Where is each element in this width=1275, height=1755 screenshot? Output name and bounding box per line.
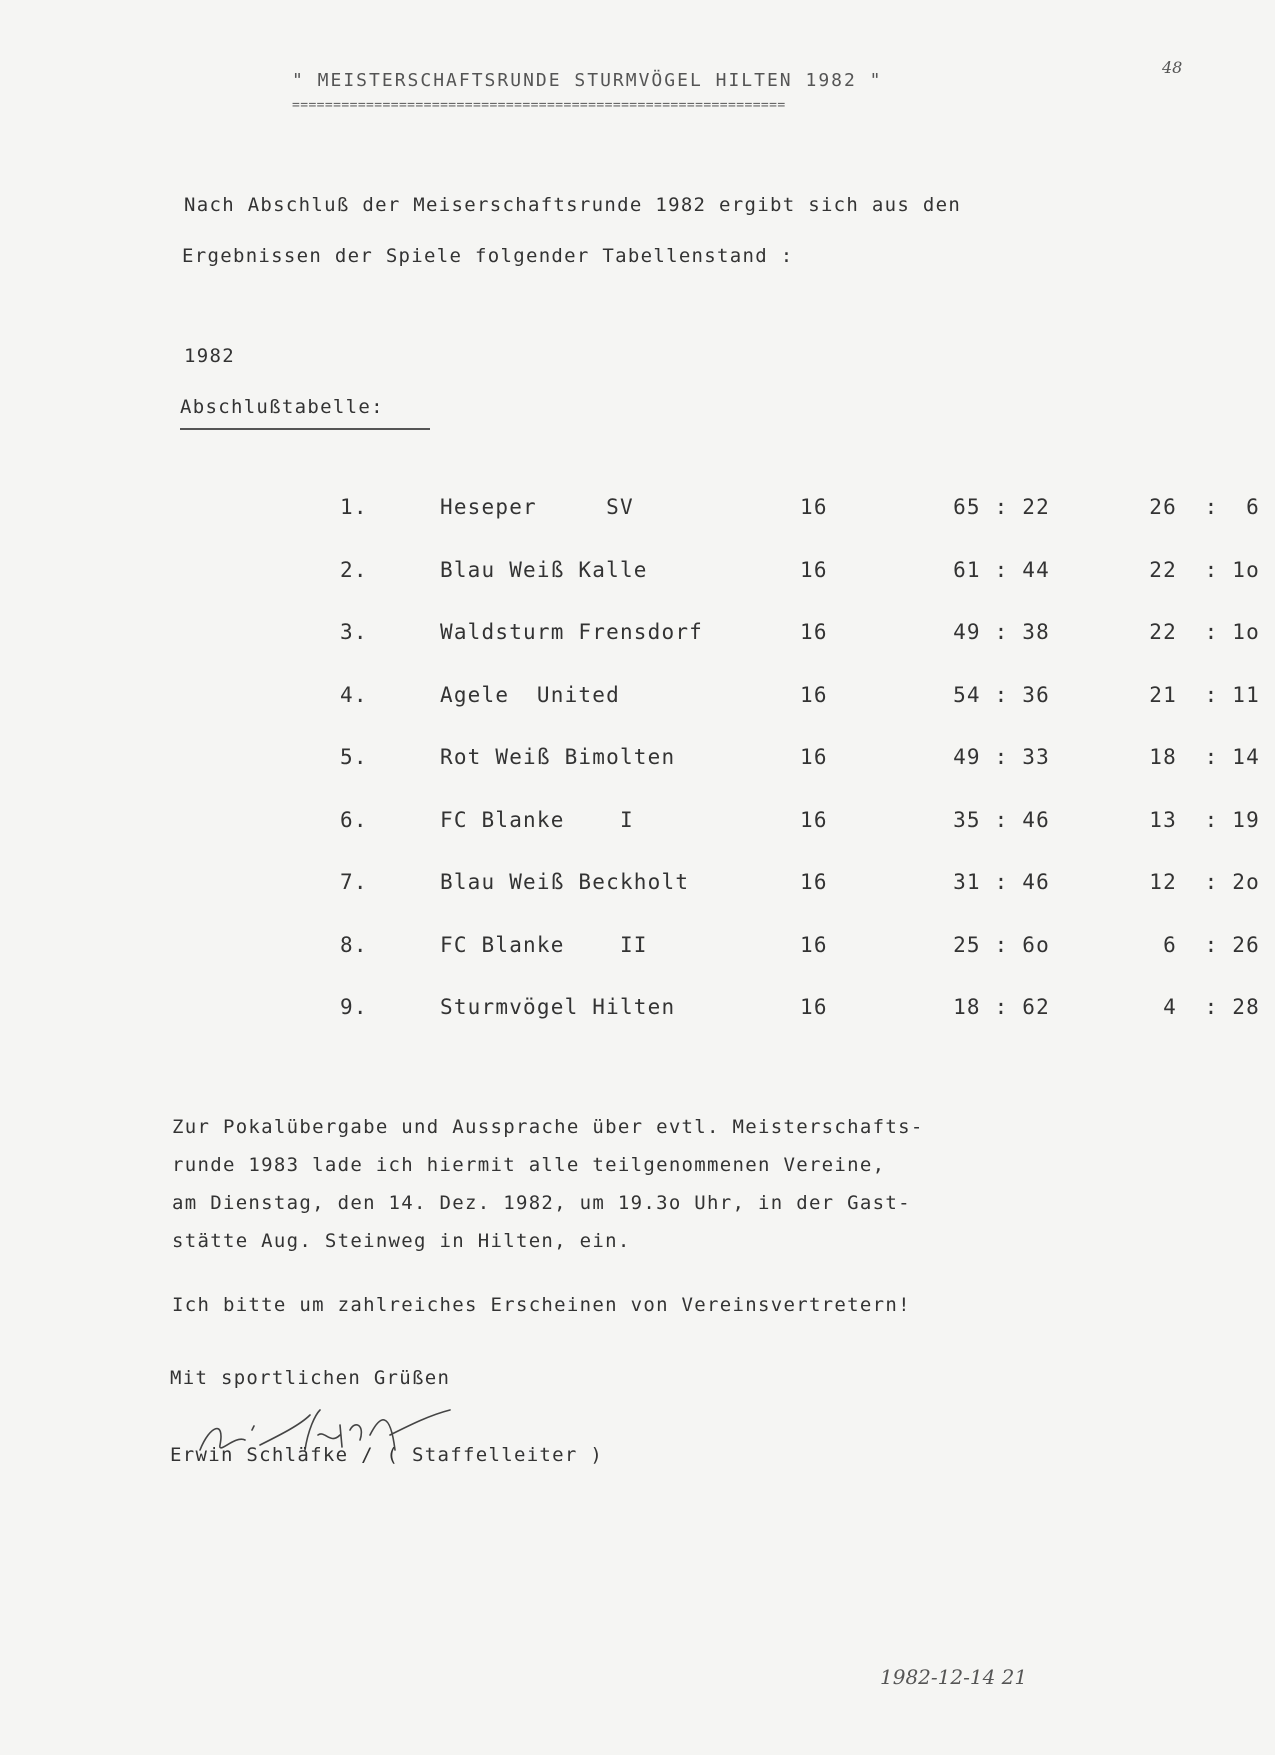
games-cell: 16 [800,682,828,707]
points-cell: 4 : 28 [1163,995,1260,1019]
season-year: 1982 [184,345,235,367]
title-underline: ============================================================ [292,98,786,113]
rank-cell: 5. [340,745,368,769]
points-cell: 13 : 19 [1149,807,1260,832]
table-row [340,745,1260,808]
games-cell: 16 [800,807,828,832]
points-cell: 6 : 26 [1163,932,1260,957]
team-cell: Heseper SV [440,495,634,519]
games-cell: 16 [800,620,828,644]
goals-cell: 35 : 46 [953,807,1050,832]
goals-cell: 31 : 46 [953,870,1050,894]
team-cell: Sturmvögel Hilten [440,995,676,1019]
intro-line-1: Nach Abschluß der Meiserschaftsrunde 1982 ergibt sich aus den [184,194,962,216]
team-cell: Rot Weiß Bimolten [440,745,676,769]
document-title: " MEISTERSCHAFTSRUNDE STURMVÖGEL HILTEN 1982 " [292,70,883,91]
points-cell: 18 : 14 [1149,745,1260,769]
rank-cell: 7. [340,870,368,894]
rank-cell: 1. [340,495,368,519]
invitation-line-4: stätte Aug. Steinweg in Hilten, ein. [172,1230,631,1252]
table-row [340,933,1260,996]
team-cell: Blau Weiß Kalle [440,557,648,582]
goals-cell: 49 : 33 [953,745,1050,769]
team-cell: FC Blanke II [440,932,648,957]
goals-cell: 65 : 22 [953,495,1050,519]
games-cell: 16 [800,495,828,519]
points-cell: 12 : 2o [1149,870,1260,894]
attendance-request: Ich bitte um zahlreiches Erscheinen von Vereinsvertretern! [172,1294,911,1316]
games-cell: 16 [800,932,828,957]
table-heading-underline [180,428,430,430]
intro-line-2: Ergebnissen der Spiele folgender Tabellenstand : [182,245,794,267]
rank-cell: 6. [340,807,368,832]
table-row [340,870,1260,933]
table-row [340,995,1260,1058]
rank-cell: 9. [340,995,368,1019]
goals-cell: 54 : 36 [953,682,1050,707]
team-cell: Blau Weiß Beckholt [440,870,690,894]
points-cell: 21 : 11 [1149,682,1260,707]
archive-stamp: 1982-12-14 21 [880,1665,1028,1689]
page-number: 48 [1162,58,1183,77]
table-row [340,683,1260,746]
invitation-line-2: runde 1983 lade ich hiermit alle teilgenommenen Vereine, [172,1154,886,1176]
team-cell: FC Blanke I [440,807,634,832]
team-cell: Waldsturm Frensdorf [440,620,704,644]
table-row [340,558,1260,621]
table-row [340,808,1260,871]
points-cell: 22 : 1o [1149,557,1260,582]
team-cell: Agele United [440,682,620,707]
standings-table [340,495,1260,1058]
rank-cell: 8. [340,932,368,957]
rank-cell: 4. [340,682,368,707]
points-cell: 26 : 6 [1149,495,1260,519]
rank-cell: 3. [340,620,368,644]
games-cell: 16 [800,995,828,1019]
closing-greeting: Mit sportlichen Grüßen [170,1367,451,1389]
invitation-line-3: am Dienstag, den 14. Dez. 1982, um 19.3o Uhr, in der Gast- [172,1192,911,1214]
goals-cell: 49 : 38 [953,620,1050,644]
games-cell: 16 [800,870,828,894]
goals-cell: 25 : 6o [953,932,1050,957]
games-cell: 16 [800,557,828,582]
games-cell: 16 [800,745,828,769]
table-heading: Abschlußtabelle: [180,396,384,418]
points-cell: 22 : 1o [1149,620,1260,644]
goals-cell: 18 : 62 [953,995,1050,1019]
rank-cell: 2. [340,557,368,582]
signer-name: Erwin Schläfke / ( Staffelleiter ) [170,1444,604,1466]
invitation-line-1: Zur Pokalübergabe und Aussprache über evtl. Meisterschafts- [172,1116,924,1138]
goals-cell: 61 : 44 [953,557,1050,582]
table-row [340,495,1260,558]
table-row [340,620,1260,683]
